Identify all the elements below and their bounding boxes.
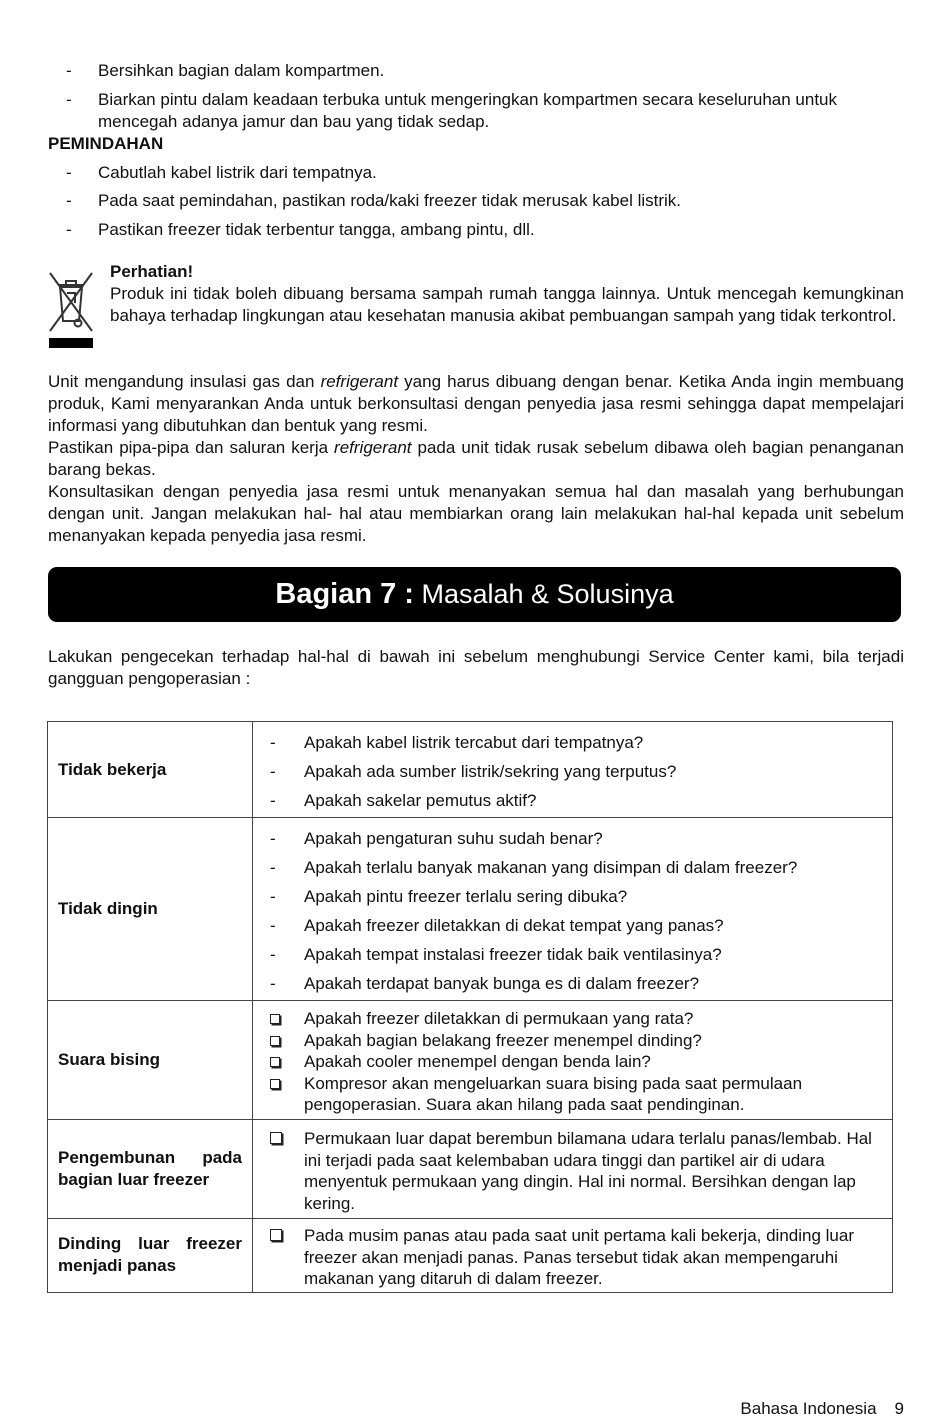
dash-bullet: -: [66, 61, 72, 80]
dash-bullet: -: [66, 191, 72, 210]
disposal-paragraph-1: [48, 371, 904, 437]
check-text: Apakah pengaturan suhu sudah benar?: [304, 829, 603, 848]
bullet-text: Pastikan freezer tidak terbentur tangga, ambang pintu, dll.: [98, 220, 535, 239]
check-item: [253, 757, 892, 786]
text: yang harus dibuang dengan benar. Ketika Anda ingin membuang produk, Kami menyarankan Anda untuk berkonsultasi dengan penyedia jasa resmi sehingga dapat mempelajari informasi yang dibutuhkan dan bentuk yang resmi.: [48, 372, 904, 435]
dash-bullet: -: [270, 762, 276, 781]
problem-cell: Tidak dingin: [48, 818, 253, 1001]
check-text: Apakah freezer diletakkan di dekat tempat yang panas?: [304, 916, 724, 935]
disposal-paragraph-2: [48, 437, 904, 481]
page-number: 9: [894, 1399, 904, 1418]
solution-cell: [253, 1001, 893, 1120]
check-text: Apakah terdapat banyak bunga es di dalam freezer?: [304, 974, 700, 993]
check-item: [253, 1128, 892, 1214]
text: pada unit tidak rusak sebelum dibawa oleh bagian penanganan barang bekas.: [48, 438, 904, 479]
moving-heading: PEMINDAHAN: [48, 134, 164, 153]
check-item: [253, 1225, 892, 1290]
table-row: [48, 722, 893, 818]
dash-bullet: -: [66, 90, 72, 109]
dash-bullet: -: [270, 887, 276, 906]
notice-title: Perhatian!: [110, 262, 194, 281]
check-text: Pada musim panas atau pada saat unit pertama kali bekerja, dinding luar freezer akan menjadi panas. Panas tersebut tidak akan mempengaruhi makanan yang ditaruh di dalam freezer.: [304, 1226, 855, 1288]
checkbox-bullet-icon: [270, 1014, 280, 1024]
check-text: Apakah freezer diletakkan di permukaan yang rata?: [304, 1009, 694, 1029]
notice-body: Produk ini tidak boleh dibuang bersama sampah rumah tangga lainnya. Untuk mencegah kemungkinan bahaya terhadap lingkungan atau kesehatan manusia akibat pembuangan sampah yang tidak terkontrol.: [110, 284, 904, 325]
check-text: Kompresor akan mengeluarkan suara bising pada saat permulaan pengoperasian. Suara akan hilang pada saat pendinginan.: [304, 1073, 803, 1115]
check-item: [253, 1008, 892, 1030]
checkbox-bullet-icon: [270, 1132, 282, 1144]
check-item: [253, 824, 892, 853]
check-text: Apakah tempat instalasi freezer tidak baik ventilasinya?: [304, 945, 722, 964]
dash-bullet: -: [270, 791, 276, 810]
problem-cell: Dinding luar freezer menjadi panas: [48, 1219, 253, 1293]
text: Unit mengandung insulasi gas dan: [48, 372, 321, 391]
section-number: Bagian 7 :: [275, 578, 414, 610]
check-item: [253, 1030, 892, 1052]
check-text: Permukaan luar dapat berembun bilamana udara terlalu panas/lembab. Hal ini terjadi pada saat kelembaban udara tinggi dan partikel air di udara menyentuk permukaan yang dingin. Hal ini normal. Bersihkan dengan lap kering.: [304, 1129, 872, 1213]
check-item: [253, 1051, 892, 1073]
check-text: Apakah ada sumber listrik/sekring yang terputus?: [304, 762, 677, 781]
problem-cell: Pengembunan pada bagian luar freezer: [48, 1120, 253, 1219]
check-text: Apakah kabel listrik tercabut dari tempatnya?: [304, 733, 644, 752]
check-text: Apakah cooler menempel dengan benda lain?: [304, 1052, 651, 1072]
check-item: [253, 911, 892, 940]
table-row: [48, 1001, 893, 1120]
table-row: [48, 1120, 893, 1219]
text: Pastikan pipa-pipa dan saluran kerja: [48, 438, 335, 457]
table-row: [48, 1219, 893, 1293]
refrigerant-term: refrigerant: [320, 372, 399, 391]
problem-cell: Tidak bekerja: [48, 722, 253, 818]
solution-cell: [253, 818, 893, 1001]
bullet-text: Bersihkan bagian dalam kompartmen.: [98, 61, 385, 80]
check-item: [253, 882, 892, 911]
dash-bullet: -: [270, 974, 276, 993]
check-item: [253, 969, 892, 998]
disposal-notice: [48, 261, 904, 351]
section-heading-bar: [48, 567, 901, 622]
check-item: [253, 728, 892, 757]
check-item: [253, 786, 892, 815]
problem-cell: Suara bising: [48, 1001, 253, 1120]
check-item: [253, 853, 892, 882]
bullet-text: Pada saat pemindahan, pastikan roda/kaki freezer tidak merusak kabel listrik.: [98, 191, 682, 210]
solution-cell: [253, 722, 893, 818]
dash-bullet: -: [270, 916, 276, 935]
weee-crossed-bin-icon: [48, 269, 94, 349]
check-text: Apakah pintu freezer terlalu sering dibuka?: [304, 887, 628, 906]
section-title: Masalah & Solusinya: [413, 579, 674, 609]
disposal-paragraph-3: Konsultasikan dengan penyedia jasa resmi untuk menanyakan semua hal dan masalah yang berhubungan dengan unit. Jangan melakukan hal- hal atau membiarkan orang lain melakukan hal-hal kepada unit sebelum menanyakan kepada penyedia jasa resmi.: [48, 482, 904, 545]
section-intro: Lakukan pengecekan terhadap hal-hal di bawah ini sebelum menghubungi Service Center kami, bila terjadi gangguan pengoperasian :: [48, 647, 904, 688]
check-text: Apakah bagian belakang freezer menempel dinding?: [304, 1030, 702, 1050]
check-text: Apakah sakelar pemutus aktif?: [304, 791, 537, 810]
troubleshooting-table: [47, 721, 893, 1293]
bullet-text: Biarkan pintu dalam keadaan terbuka untuk mengeringkan kompartmen secara keseluruhan untuk mencegah adanya jamur dan bau yang tidak sedap.: [98, 90, 838, 131]
dash-bullet: -: [66, 220, 72, 239]
checkbox-bullet-icon: [270, 1036, 280, 1046]
checkbox-bullet-icon: [270, 1229, 282, 1241]
dash-bullet: -: [66, 163, 72, 182]
dash-bullet: -: [270, 858, 276, 877]
refrigerant-term: refrigerant: [334, 438, 412, 457]
solution-cell: [253, 1120, 893, 1219]
check-text: Apakah terlalu banyak makanan yang disimpan di dalam freezer?: [304, 858, 798, 877]
dash-bullet: -: [270, 945, 276, 964]
check-item: [253, 940, 892, 969]
footer-language: Bahasa Indonesia: [740, 1399, 877, 1418]
table-row: [48, 818, 893, 1001]
solution-cell: [253, 1219, 893, 1293]
bullet-text: Cabutlah kabel listrik dari tempatnya.: [98, 163, 377, 182]
dash-bullet: -: [270, 733, 276, 752]
checkbox-bullet-icon: [270, 1057, 280, 1067]
checkbox-bullet-icon: [270, 1079, 280, 1089]
check-item: [253, 1073, 892, 1116]
dash-bullet: -: [270, 829, 276, 848]
page-footer: [740, 1398, 904, 1420]
